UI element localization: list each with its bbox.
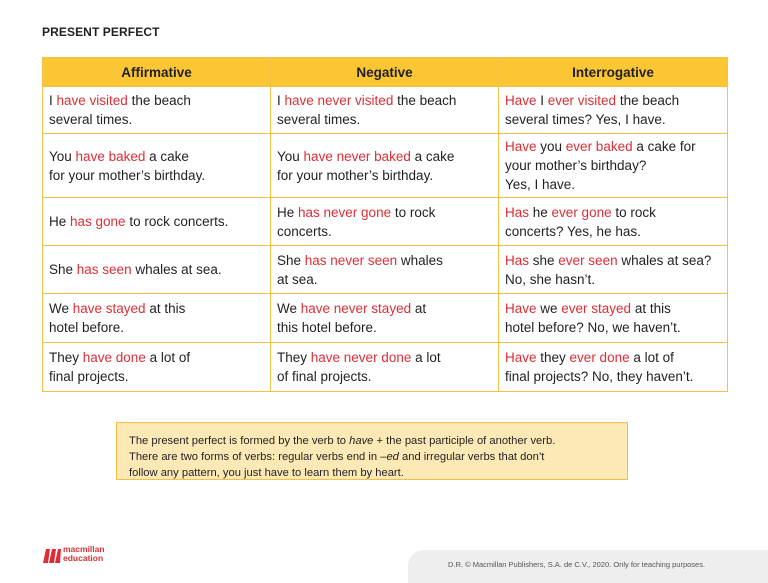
cell-text: the beach xyxy=(127,93,191,108)
negative-cell xyxy=(271,87,499,134)
cell-text: He xyxy=(277,204,299,220)
verb-highlight: has seen xyxy=(76,262,132,277)
cell-text: to rock xyxy=(611,204,656,220)
verb-highlight: have visited xyxy=(56,93,128,108)
interrogative-cell xyxy=(499,87,728,134)
cell-text: of final projects. xyxy=(277,369,372,384)
verb-highlight: have stayed xyxy=(72,301,146,316)
cell-text: hotel before. xyxy=(49,320,125,335)
table-row xyxy=(43,294,728,343)
cell-text: a cake xyxy=(410,148,455,164)
table-row xyxy=(43,246,728,294)
cell-text: for your mother’s birthday. xyxy=(49,167,206,183)
interrogative-cell xyxy=(499,343,728,392)
verb-highlight: have never stayed xyxy=(300,301,412,316)
verb-highlight: ever seen xyxy=(558,252,618,268)
cell-text: concerts? Yes, he has. xyxy=(505,223,641,239)
cell-text: several times. xyxy=(49,112,133,127)
cell-text: to rock xyxy=(391,204,436,220)
affirmative-cell xyxy=(43,87,271,134)
verb-highlight: Have xyxy=(505,93,537,108)
page-title: PRESENT PERFECT xyxy=(42,25,160,39)
negative-cell xyxy=(271,198,499,246)
verb-highlight: have never done xyxy=(310,350,412,365)
note-line-3: follow any pattern, you just have to learn them by heart. xyxy=(129,467,404,479)
cell-text: the beach xyxy=(616,93,680,108)
negative-cell xyxy=(271,134,499,198)
cell-text: concerts. xyxy=(277,223,332,239)
cell-text: several times? Yes, I have. xyxy=(505,112,666,127)
cell-text: Yes, I have. xyxy=(505,177,576,192)
verb-highlight: Have xyxy=(505,350,537,365)
verb-highlight: ever done xyxy=(569,350,630,365)
cell-text: I xyxy=(536,93,548,108)
cell-text: for your mother’s birthday. xyxy=(277,167,434,183)
cell-text: he xyxy=(529,204,552,220)
cell-text: several times. xyxy=(277,112,361,127)
verb-highlight: ever baked xyxy=(565,139,633,154)
interrogative-cell xyxy=(499,134,728,198)
cell-text: They xyxy=(277,350,311,365)
cell-text: They xyxy=(49,350,83,365)
cell-text: a cake for xyxy=(632,139,696,154)
present-perfect-table xyxy=(42,57,728,392)
cell-text: No, she hasn’t. xyxy=(505,271,596,287)
table-row xyxy=(43,343,728,392)
macmillan-education-logo xyxy=(42,541,122,571)
negative-cell xyxy=(271,294,499,343)
logo-text: macmillan education xyxy=(63,544,105,563)
verb-highlight: ever gone xyxy=(551,204,612,220)
verb-highlight: have never visited xyxy=(284,93,394,108)
verb-highlight: Have xyxy=(505,139,537,154)
cell-text: a lot xyxy=(411,350,441,365)
note-line-1: The present perfect is formed by the verb to have + the past participle of another verb. xyxy=(129,435,556,447)
cell-text: You xyxy=(277,148,304,164)
affirmative-cell xyxy=(43,198,271,246)
verb-highlight: ever stayed xyxy=(561,301,632,316)
cell-text: you xyxy=(536,139,566,154)
cell-text: whales at sea. xyxy=(131,262,222,277)
cell-text: at this xyxy=(145,301,186,316)
footer-bar xyxy=(408,550,768,583)
verb-highlight: Has xyxy=(505,204,530,220)
cell-text: they xyxy=(536,350,570,365)
interrogative-cell xyxy=(499,294,728,343)
table-row xyxy=(43,87,728,134)
header-negative: Negative xyxy=(271,58,499,87)
cell-text: this hotel before. xyxy=(277,320,377,335)
cell-text: whales at sea? xyxy=(617,252,712,268)
cell-text: at sea. xyxy=(277,271,318,287)
negative-cell xyxy=(271,246,499,294)
cell-text: the beach xyxy=(393,93,457,108)
verb-highlight: Have xyxy=(505,301,537,316)
cell-text: a cake xyxy=(145,148,189,164)
copyright-text: D.R. © Macmillan Publishers, S.A. de C.V., 2020. Only for teaching purposes. xyxy=(448,560,706,569)
header-affirmative: Affirmative xyxy=(43,58,271,87)
header-interrogative: Interrogative xyxy=(499,58,728,87)
cell-text: hotel before? No, we haven’t. xyxy=(505,320,681,335)
cell-text: a lot of xyxy=(629,350,674,365)
verb-highlight: have done xyxy=(82,350,146,365)
cell-text: to rock concerts. xyxy=(125,214,229,229)
cell-text: at xyxy=(411,301,427,316)
cell-text: She xyxy=(277,252,305,268)
affirmative-cell xyxy=(43,134,271,198)
cell-text: final projects. xyxy=(49,369,129,384)
cell-text: she xyxy=(529,252,559,268)
cell-text: You xyxy=(49,148,76,164)
interrogative-cell xyxy=(499,198,728,246)
verb-highlight: Has xyxy=(505,252,530,268)
table-header-row xyxy=(43,58,728,87)
verb-highlight: has never seen xyxy=(304,252,398,268)
cell-text: at this xyxy=(631,301,671,316)
cell-text: your mother’s birthday? xyxy=(505,158,647,173)
verb-highlight: has never gone xyxy=(298,204,392,220)
cell-text: a lot of xyxy=(145,350,191,365)
affirmative-cell xyxy=(43,343,271,392)
verb-highlight: ever visited xyxy=(547,93,617,108)
affirmative-cell xyxy=(43,246,271,294)
cell-text: I xyxy=(49,93,57,108)
cell-text: I xyxy=(277,93,285,108)
verb-highlight: have never baked xyxy=(303,148,411,164)
cell-text: we xyxy=(536,301,562,316)
affirmative-cell xyxy=(43,294,271,343)
table-row xyxy=(43,198,728,246)
macmillan-logo-icon xyxy=(42,545,62,565)
note-line-2: There are two forms of verbs: regular verbs end in –ed and irregular verbs that don’t xyxy=(129,451,545,463)
cell-text: He xyxy=(49,214,71,229)
negative-cell xyxy=(271,343,499,392)
cell-text: She xyxy=(49,262,77,277)
table-row xyxy=(43,134,728,198)
cell-text: We xyxy=(277,301,301,316)
verb-highlight: has gone xyxy=(70,214,126,229)
cell-text: final projects? No, they haven’t. xyxy=(505,369,694,384)
verb-highlight: have baked xyxy=(75,148,146,164)
cell-text: whales xyxy=(397,252,443,268)
interrogative-cell xyxy=(499,246,728,294)
cell-text: We xyxy=(49,301,73,316)
explanation-note xyxy=(116,422,628,480)
